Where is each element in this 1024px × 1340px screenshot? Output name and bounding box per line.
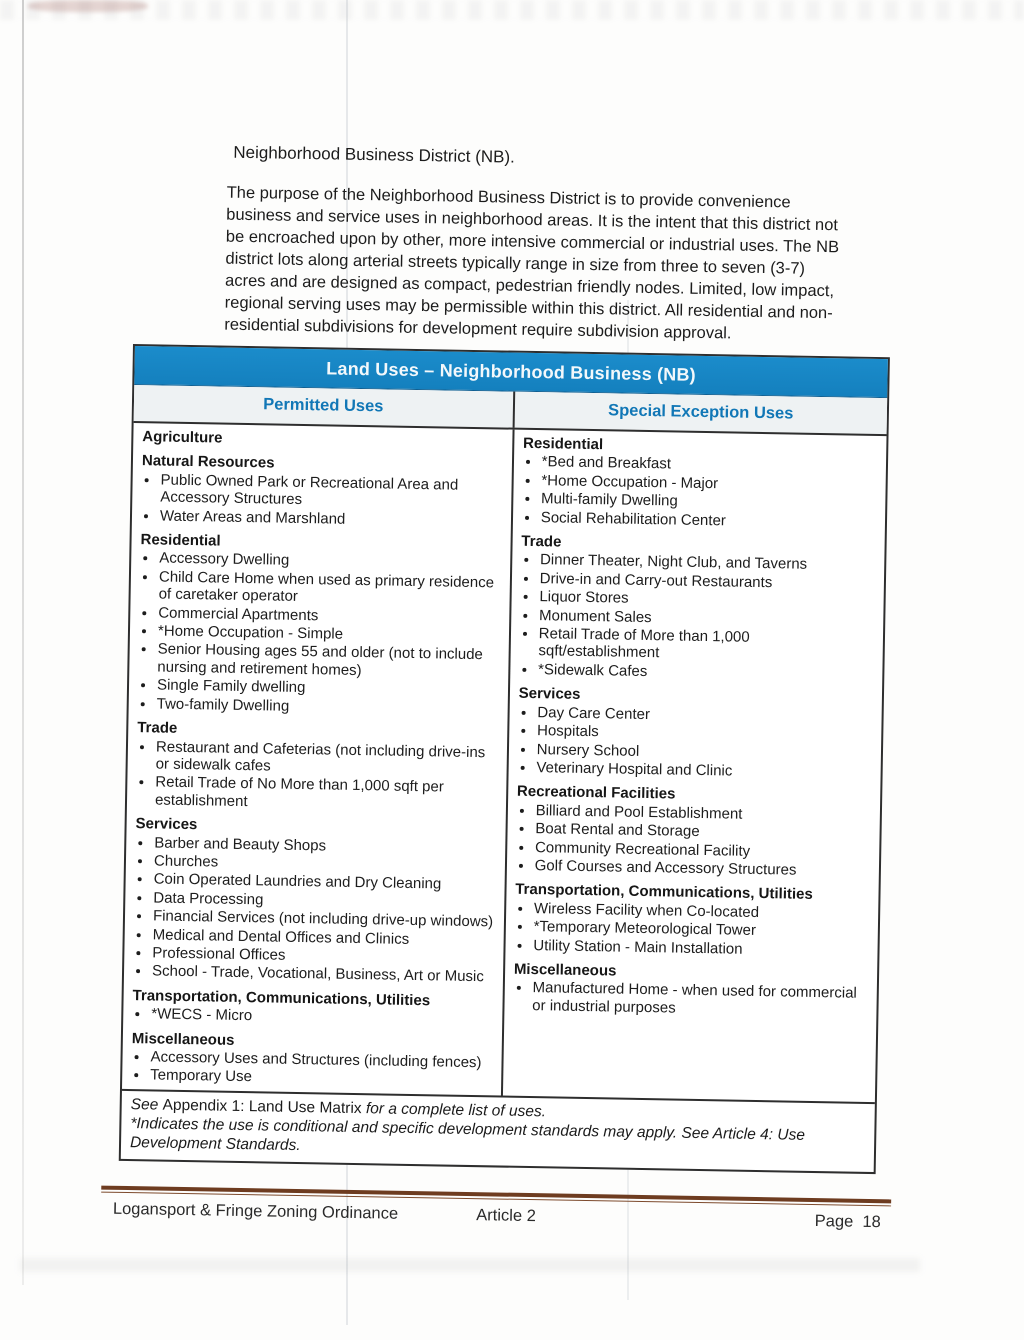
use-item-list (517, 703, 871, 782)
footnote-line-2: *Indicates the use is conditional and specific development standards may apply. See Article 4: Use Development Standards. (129, 1114, 806, 1154)
use-category-heading: Trade (137, 719, 178, 737)
use-item-list (138, 550, 501, 719)
use-item: • Public Owned Park or Recreational Area and Accessory Structures (159, 471, 501, 512)
use-item: • Monument Sales (538, 607, 873, 630)
use-item: • Multi-family Dwelling (540, 490, 875, 513)
use-category-group (142, 428, 502, 452)
use-item: • Billiard and Pool Establishment (535, 802, 870, 825)
use-item-list (136, 738, 497, 815)
use-item-list (141, 471, 502, 530)
use-item-list (513, 979, 867, 1020)
special-exception-uses-cell (501, 430, 887, 1102)
use-category-group (517, 685, 872, 782)
use-category-group (133, 815, 496, 986)
column-header-permitted-uses: Permitted Uses (263, 395, 384, 416)
use-item: • Social Rehabilitation Center (540, 509, 875, 532)
table-body (122, 423, 887, 1102)
use-item: • *Home Occupation - Simple (157, 623, 499, 646)
use-item: • Barber and Beauty Shops (153, 834, 495, 857)
use-item: • Day Care Center (536, 704, 871, 727)
page-title: Neighborhood Business District (NB). (233, 142, 516, 167)
use-category-group (138, 531, 501, 718)
footer-document-title: Logansport & Fringe Zoning Ordinance (112, 1199, 399, 1223)
use-item: • Drive-in and Carry-out Restaurants (539, 570, 874, 593)
use-item: • Utility Station - Main Installation (532, 937, 867, 960)
use-item: • School - Trade, Vocational, Business, Art or Music (151, 963, 493, 986)
use-item: • Single Family dwelling (156, 677, 498, 700)
use-category-group (141, 453, 502, 531)
use-category-heading: Transportation, Communications, Utilities (132, 986, 431, 1010)
page-footer (101, 1200, 891, 1233)
footer-page-number: Page 18 (814, 1212, 881, 1232)
use-category-heading: Natural Resources (141, 452, 275, 472)
table-footnote (121, 1089, 875, 1172)
use-item: • Commercial Apartments (157, 604, 499, 627)
use-item: • Boat Rental and Storage (534, 820, 869, 843)
use-item: • Financial Services (not including drive-up windows) (152, 908, 494, 931)
use-item: • Liquor Stores (538, 588, 873, 611)
footnote-purpose: for a complete list of uses. (365, 1099, 547, 1121)
column-header-special-exception-uses: Special Exception Uses (512, 392, 887, 435)
land-use-table (119, 344, 890, 1174)
use-item: • Accessory Uses and Structures (including fences) (149, 1048, 491, 1071)
use-item: • Data Processing (152, 889, 494, 912)
use-item: • Churches (153, 852, 495, 875)
use-item: • *WECS - Micro (150, 1006, 492, 1029)
use-category-heading: Miscellaneous (513, 960, 617, 980)
use-category-heading: Residential (522, 434, 604, 454)
use-category-group (132, 987, 492, 1029)
use-category-group (516, 783, 871, 880)
use-item: • Senior Housing ages 55 and older (not to include nursing and retirement homes) (156, 641, 498, 682)
use-item: • Water Areas and Marshland (159, 507, 501, 530)
use-category-group (514, 881, 868, 960)
use-category-heading: Services (518, 685, 581, 704)
use-category-heading: Recreational Facilities (516, 783, 676, 803)
use-category-group (131, 1030, 492, 1090)
use-item: • Child Care Home when used as primary residence of caretaker operator (157, 568, 499, 609)
use-item: • *Home Occupation - Major (540, 472, 875, 495)
use-item: • Medical and Dental Offices and Clinics (152, 926, 494, 949)
use-item: • Retail Trade of No More than 1,000 sqft per establishment (154, 774, 496, 815)
use-item: • *Sidewalk Cafes (537, 661, 872, 684)
use-item: • Retail Trade of More than 1,000 sqft/establishment (537, 625, 873, 666)
footer-article-label: Article 2 (476, 1206, 536, 1226)
use-item: • *Temporary Meteorological Tower (532, 918, 867, 941)
use-category-heading: Agriculture (142, 428, 223, 447)
table-title: Land Uses – Neighborhood Business (NB) (134, 346, 888, 398)
use-item: • Hospitals (536, 722, 871, 745)
use-category-group (513, 961, 867, 1020)
use-item: • Dinner Theater, Night Club, and Taverns (539, 552, 874, 575)
use-item: • Golf Courses and Accessory Structures (534, 857, 869, 880)
use-item: • Nursery School (536, 741, 871, 764)
use-item: • Accessory Dwelling (158, 550, 500, 573)
use-item-list (514, 900, 868, 960)
use-item: • Professional Offices (151, 944, 493, 967)
use-category-group (522, 435, 877, 532)
use-item: • Restaurant and Cafeterias (not including drive-ins or sidewalk cafes (155, 738, 497, 779)
use-item-list (131, 1048, 491, 1090)
use-item-list (133, 834, 495, 987)
permitted-uses-cell (122, 423, 512, 1095)
use-category-group (136, 719, 497, 814)
use-category-group (519, 533, 875, 684)
footnote-see: See (130, 1095, 163, 1114)
use-category-heading: Miscellaneous (131, 1029, 235, 1049)
use-category-heading: Trade (521, 532, 562, 551)
footnote-appendix-ref: Appendix 1: Land Use Matrix (162, 1096, 367, 1117)
use-item-list (522, 453, 876, 532)
use-item-list (519, 551, 874, 684)
use-item: • *Bed and Breakfast (541, 454, 876, 477)
use-item: • Veterinary Hospital and Clinic (535, 759, 870, 782)
use-category-heading: Residential (140, 531, 221, 550)
use-category-heading: Services (135, 815, 198, 834)
use-category-heading: Transportation, Communications, Utilities (515, 881, 813, 904)
use-item: • Temporary Use (149, 1067, 491, 1090)
use-item: • Wireless Facility when Co-located (533, 900, 868, 923)
use-item: • Manufactured Home - when used for commercial or industrial purposes (531, 979, 867, 1020)
intro-paragraph: The purpose of the Neighborhood Business District is to provide convenience business and service uses in neighborhood areas. It is the intent that this district not be encroached upon by other, more intensive commercial or industrial uses. The NB district lots along arterial streets typically range in size from three to seven (3-7) acres and are designed as compact, pedestrian friendly nodes. Limited, low impact, regional serving uses may be permissible within this district. All residential and non- residential subdivisions for development require subdivision approval. (224, 183, 840, 343)
use-item-list (516, 801, 870, 880)
use-item: • Coin Operated Laundries and Dry Cleaning (153, 871, 495, 894)
use-item: • Community Recreational Facility (534, 839, 869, 862)
use-item: • Two-family Dwelling (156, 695, 498, 718)
